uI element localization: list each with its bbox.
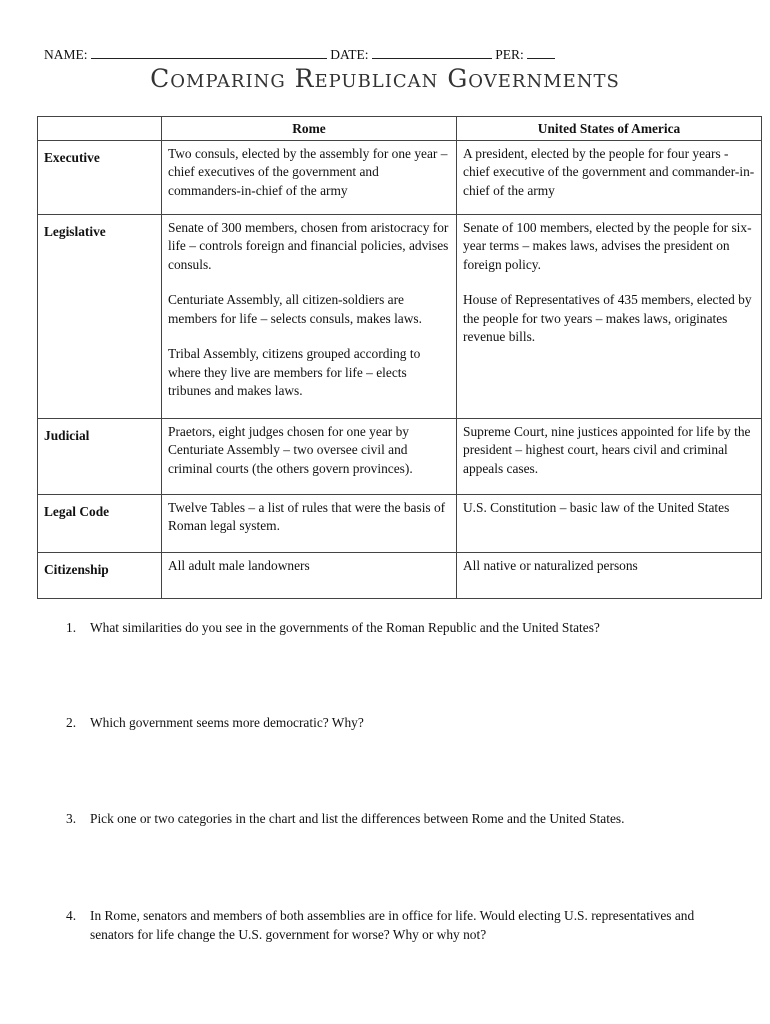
date-label: DATE: — [330, 47, 369, 62]
question-text: Pick one or two categories in the chart and list the differences between Rome and the United States. — [90, 811, 625, 826]
category-executive: Executive — [38, 140, 162, 214]
cell-paragraph: Two consuls, elected by the assembly for one year – chief executives of the government and commanders-in-chief of the army — [168, 145, 448, 198]
column-header-usa: United States of America — [457, 117, 762, 141]
usa-legislative-cell — [457, 214, 762, 418]
rome-executive-cell — [162, 140, 457, 214]
category-legislative: Legislative — [38, 214, 162, 418]
usa-executive-cell — [457, 140, 762, 214]
student-info-line — [44, 46, 555, 63]
usa-legal-code-cell — [457, 494, 762, 552]
rome-legal-code-cell — [162, 494, 457, 552]
category-judicial: Judicial — [38, 418, 162, 494]
table-row-legal-code — [38, 494, 762, 552]
column-header-rome: Rome — [162, 117, 457, 141]
cell-paragraph: Twelve Tables – a list of rules that were the basis of Roman legal system. — [168, 499, 446, 533]
cell-paragraph: Supreme Court, nine justices appointed for life by the president – highest court, hears civil and criminal appeals cases. — [463, 423, 751, 476]
cell-paragraph: House of Representatives of 435 members, elected by the people for two years – makes laws, originates revenue bills. — [463, 292, 752, 344]
question-number: 3. — [66, 811, 77, 826]
rome-judicial-cell — [162, 418, 457, 494]
table-row-legislative — [38, 214, 762, 418]
cell-paragraph: Centuriate Assembly, all citizen-soldiers are members for life – selects consuls, makes laws. — [168, 292, 422, 326]
column-header-category — [38, 117, 162, 141]
cell-paragraph: A president, elected by the people for four years - chief executive of the government and commander-in-chief of the army — [463, 145, 755, 198]
table-row-citizenship — [38, 552, 762, 598]
category-legal-code: Legal Code — [38, 494, 162, 552]
cell-paragraph: Senate of 300 members, chosen from aristocracy for life – controls foreign and financial policies, advises consuls. — [168, 219, 449, 272]
cell-paragraph: Praetors, eight judges chosen for one year by Centuriate Assembly – two oversee civil and criminal courts (the others govern provinces). — [168, 423, 413, 476]
cell-paragraph: All native or naturalized persons — [463, 557, 638, 573]
table-row-executive — [38, 140, 762, 214]
name-label: NAME: — [44, 47, 88, 62]
question-number: 1. — [66, 620, 77, 635]
category-citizenship: Citizenship — [38, 552, 162, 598]
question-text: Which government seems more democratic? Why? — [90, 715, 364, 730]
rome-citizenship-cell — [162, 552, 457, 598]
page-title: Comparing Republican Governments — [150, 64, 620, 93]
rome-legislative-cell — [162, 214, 457, 418]
per-label: PER: — [495, 47, 524, 62]
question-number: 2. — [66, 715, 77, 730]
cell-paragraph: Tribal Assembly, citizens grouped according to where they live are members for life – elects tribunes and makes laws. — [168, 346, 421, 398]
cell-paragraph: Senate of 100 members, elected by the people for six-year terms – makes laws, advises the president on foreign policy. — [463, 219, 752, 272]
question-number: 4. — [66, 908, 77, 923]
date-blank[interactable] — [372, 46, 492, 59]
question-text: In Rome, senators and members of both assemblies are in office for life. Would electing U.S. representatives and senators for life change the U.S. government for worse? Why or why not? — [90, 908, 695, 942]
per-blank[interactable] — [527, 46, 555, 59]
table-header-row — [38, 117, 762, 141]
usa-citizenship-cell — [457, 552, 762, 598]
comparison-table — [37, 116, 762, 599]
name-blank[interactable] — [91, 46, 327, 59]
table-row-judicial — [38, 418, 762, 494]
cell-paragraph: All adult male landowners — [168, 557, 310, 573]
question-text: What similarities do you see in the governments of the Roman Republic and the United States? — [90, 620, 600, 635]
usa-judicial-cell — [457, 418, 762, 494]
cell-paragraph: U.S. Constitution – basic law of the United States — [463, 499, 730, 515]
